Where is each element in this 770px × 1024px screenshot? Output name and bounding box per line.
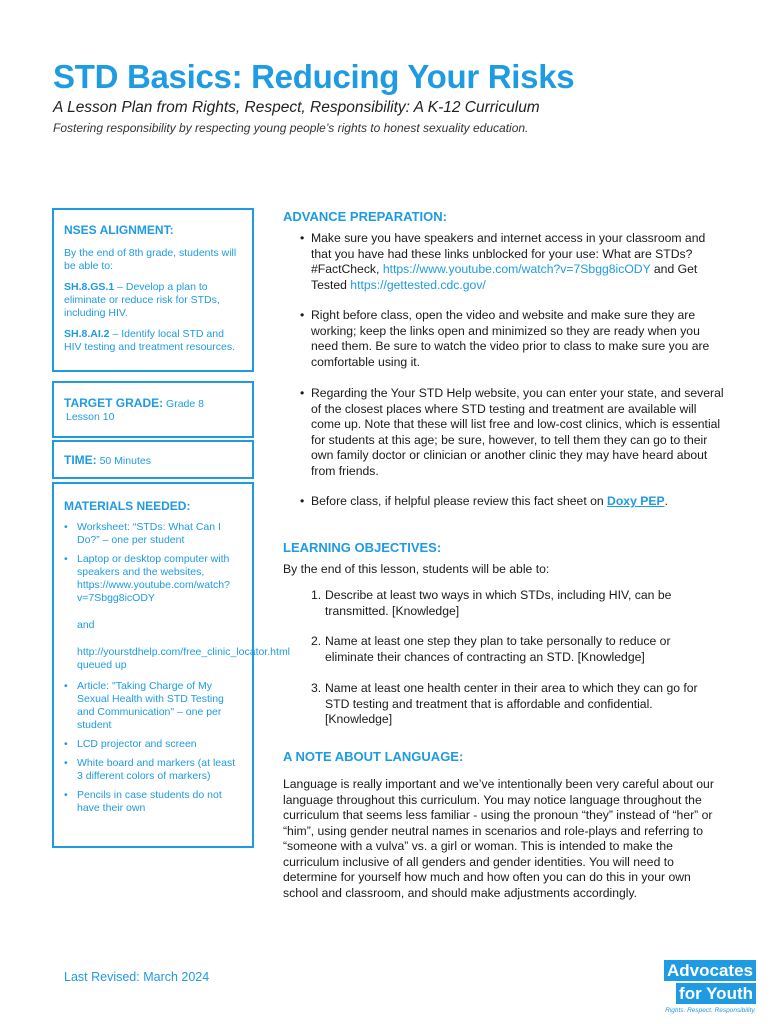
logo-tagline: Rights. Respect. Responsibility. <box>665 1007 756 1014</box>
list-item: • Pencils in case students do not have their own <box>64 789 242 815</box>
list-item <box>311 681 711 728</box>
gettested-link[interactable]: https://gettested.cdc.gov/ <box>350 277 486 292</box>
list-item: • LCD projector and screen <box>64 738 242 751</box>
page-subtitle: A Lesson Plan from Rights, Respect, Responsibility: A K-12 Curriculum <box>53 99 540 116</box>
list-item-continuation: http://yourstdhelp.com/free_clinic_locator.html queued up <box>77 646 291 671</box>
list-item <box>311 494 726 510</box>
list-item-continuation: and <box>77 619 95 631</box>
logo-line-1: Advocates <box>664 960 756 981</box>
advance-preparation-heading: ADVANCE PREPARATION: <box>283 209 447 224</box>
list-item <box>311 588 711 619</box>
lesson-number: Lesson 10 <box>66 411 115 423</box>
nses-intro: By the end of 8th grade, students will be able to: <box>64 247 237 272</box>
item-text: Name at least one step they plan to take personally to reduce or eliminate their chances of contracting an STD. [Knowledge] <box>325 634 671 664</box>
list-item: • White board and markers (at least 3 different colors of markers) <box>64 757 242 783</box>
item-text: Describe at least two ways in which STDs, including HIV, can be transmitted. [Knowledge] <box>325 588 672 618</box>
bullet-text: . <box>664 494 669 508</box>
time-value: 50 Minutes <box>99 455 151 467</box>
page-title: STD Basics: Reducing Your Risks <box>53 58 575 95</box>
doxy-pep-link[interactable]: Doxy PEP <box>607 494 665 508</box>
list-item: • Regarding the Your STD Help website, you can enter your state, and several of the closest places where STD testing and treatment are available will come up. Note that these will list free and low-cost clinics, which is essential for students at this age; be sure, however, to tell them they can go to their own family doctor or clinician or another clinic they may have heard about from friends. <box>311 386 726 479</box>
target-grade-label: TARGET GRADE: <box>64 396 164 410</box>
page-tagline: Fostering responsibility by respecting young people’s rights to honest sexuality education. <box>53 121 529 135</box>
objectives-intro: By the end of this lesson, students will be able to: <box>283 562 550 576</box>
item-number: 1. <box>311 588 322 602</box>
logo-line-2: for Youth <box>676 983 756 1004</box>
standard-text: – Develop a plan to eliminate or reduce risk for STDs, including HIV. <box>64 281 220 319</box>
nses-alignment-box <box>52 208 254 372</box>
time-label: TIME: <box>64 453 97 467</box>
target-grade-value: Grade 8 <box>166 398 204 410</box>
nses-standard <box>64 328 242 354</box>
nses-standard <box>64 281 242 320</box>
list-item: • Worksheet: “STDs: What Can I Do?” – one per student <box>64 521 242 547</box>
nses-heading: NSES ALIGNMENT: <box>64 223 174 237</box>
language-note-text: Language is really important and we’ve intentionally been very careful about our language throughout this curriculum. You may notice language throughout the curriculum that seems less familiar - using the pronoun “they” instead of “her” or “him”, using gender neutral names in scenarios and role-plays and referring to “someone with a vulva” vs. a girl or woman. This is intended to make the curriculum inclusive of all genders and gender identities. You will need to determine for yourself how much and how often you can do this in your own school and classroom, and should make adjustments accordingly. <box>283 777 714 900</box>
standard-code: SH.8.GS.1 <box>64 281 115 293</box>
materials-box <box>52 482 291 848</box>
standard-text: – Identify local STD and HIV testing and treatment resources. <box>64 328 235 353</box>
time-box <box>52 440 254 479</box>
bullet-text: Make sure you have speakers and internet access in your classroom and that you have had these links unblocked for your use: What are STDs? #FactCheck, <box>311 231 706 276</box>
standard-code: SH.8.AI.2 <box>64 328 110 340</box>
advocates-for-youth-logo[interactable] <box>648 960 758 1016</box>
list-item: • Laptop or desktop computer with speakers and the websites, https://www.youtube.com/watch?v=7Sbgg8icODY <box>64 553 242 605</box>
item-number: 3. <box>311 681 322 695</box>
target-grade-box <box>52 381 254 438</box>
last-revised: Last Revised: March 2024 <box>64 970 210 984</box>
list-item: • Right before class, open the video and website and make sure they are working; keep the links open and minimized so they are ready when you need them. Be sure to watch the video prior to class to make sure you are comfortable using it. <box>311 308 726 370</box>
materials-heading: MATERIALS NEEDED: <box>64 499 191 513</box>
language-note-heading: A NOTE ABOUT LANGUAGE: <box>283 749 464 764</box>
bullet-text: Before class, if helpful please review this fact sheet on <box>311 494 608 508</box>
bullet-text: and Get Tested <box>311 262 698 292</box>
learning-objectives-heading: LEARNING OBJECTIVES: <box>283 540 442 555</box>
list-item <box>311 634 711 665</box>
youtube-link[interactable]: https://www.youtube.com/watch?v=7Sbgg8icODY <box>382 262 651 276</box>
list-item: • Article: "Taking Charge of My Sexual Health with STD Testing and Communication" – one per student <box>64 680 242 732</box>
item-number: 2. <box>311 634 322 648</box>
list-item <box>311 231 726 293</box>
item-text: Name at least one health center in their area to which they can go for STD testing and treatment that is affordable and confidential. [Knowledge] <box>325 681 698 726</box>
materials-list <box>64 521 291 815</box>
